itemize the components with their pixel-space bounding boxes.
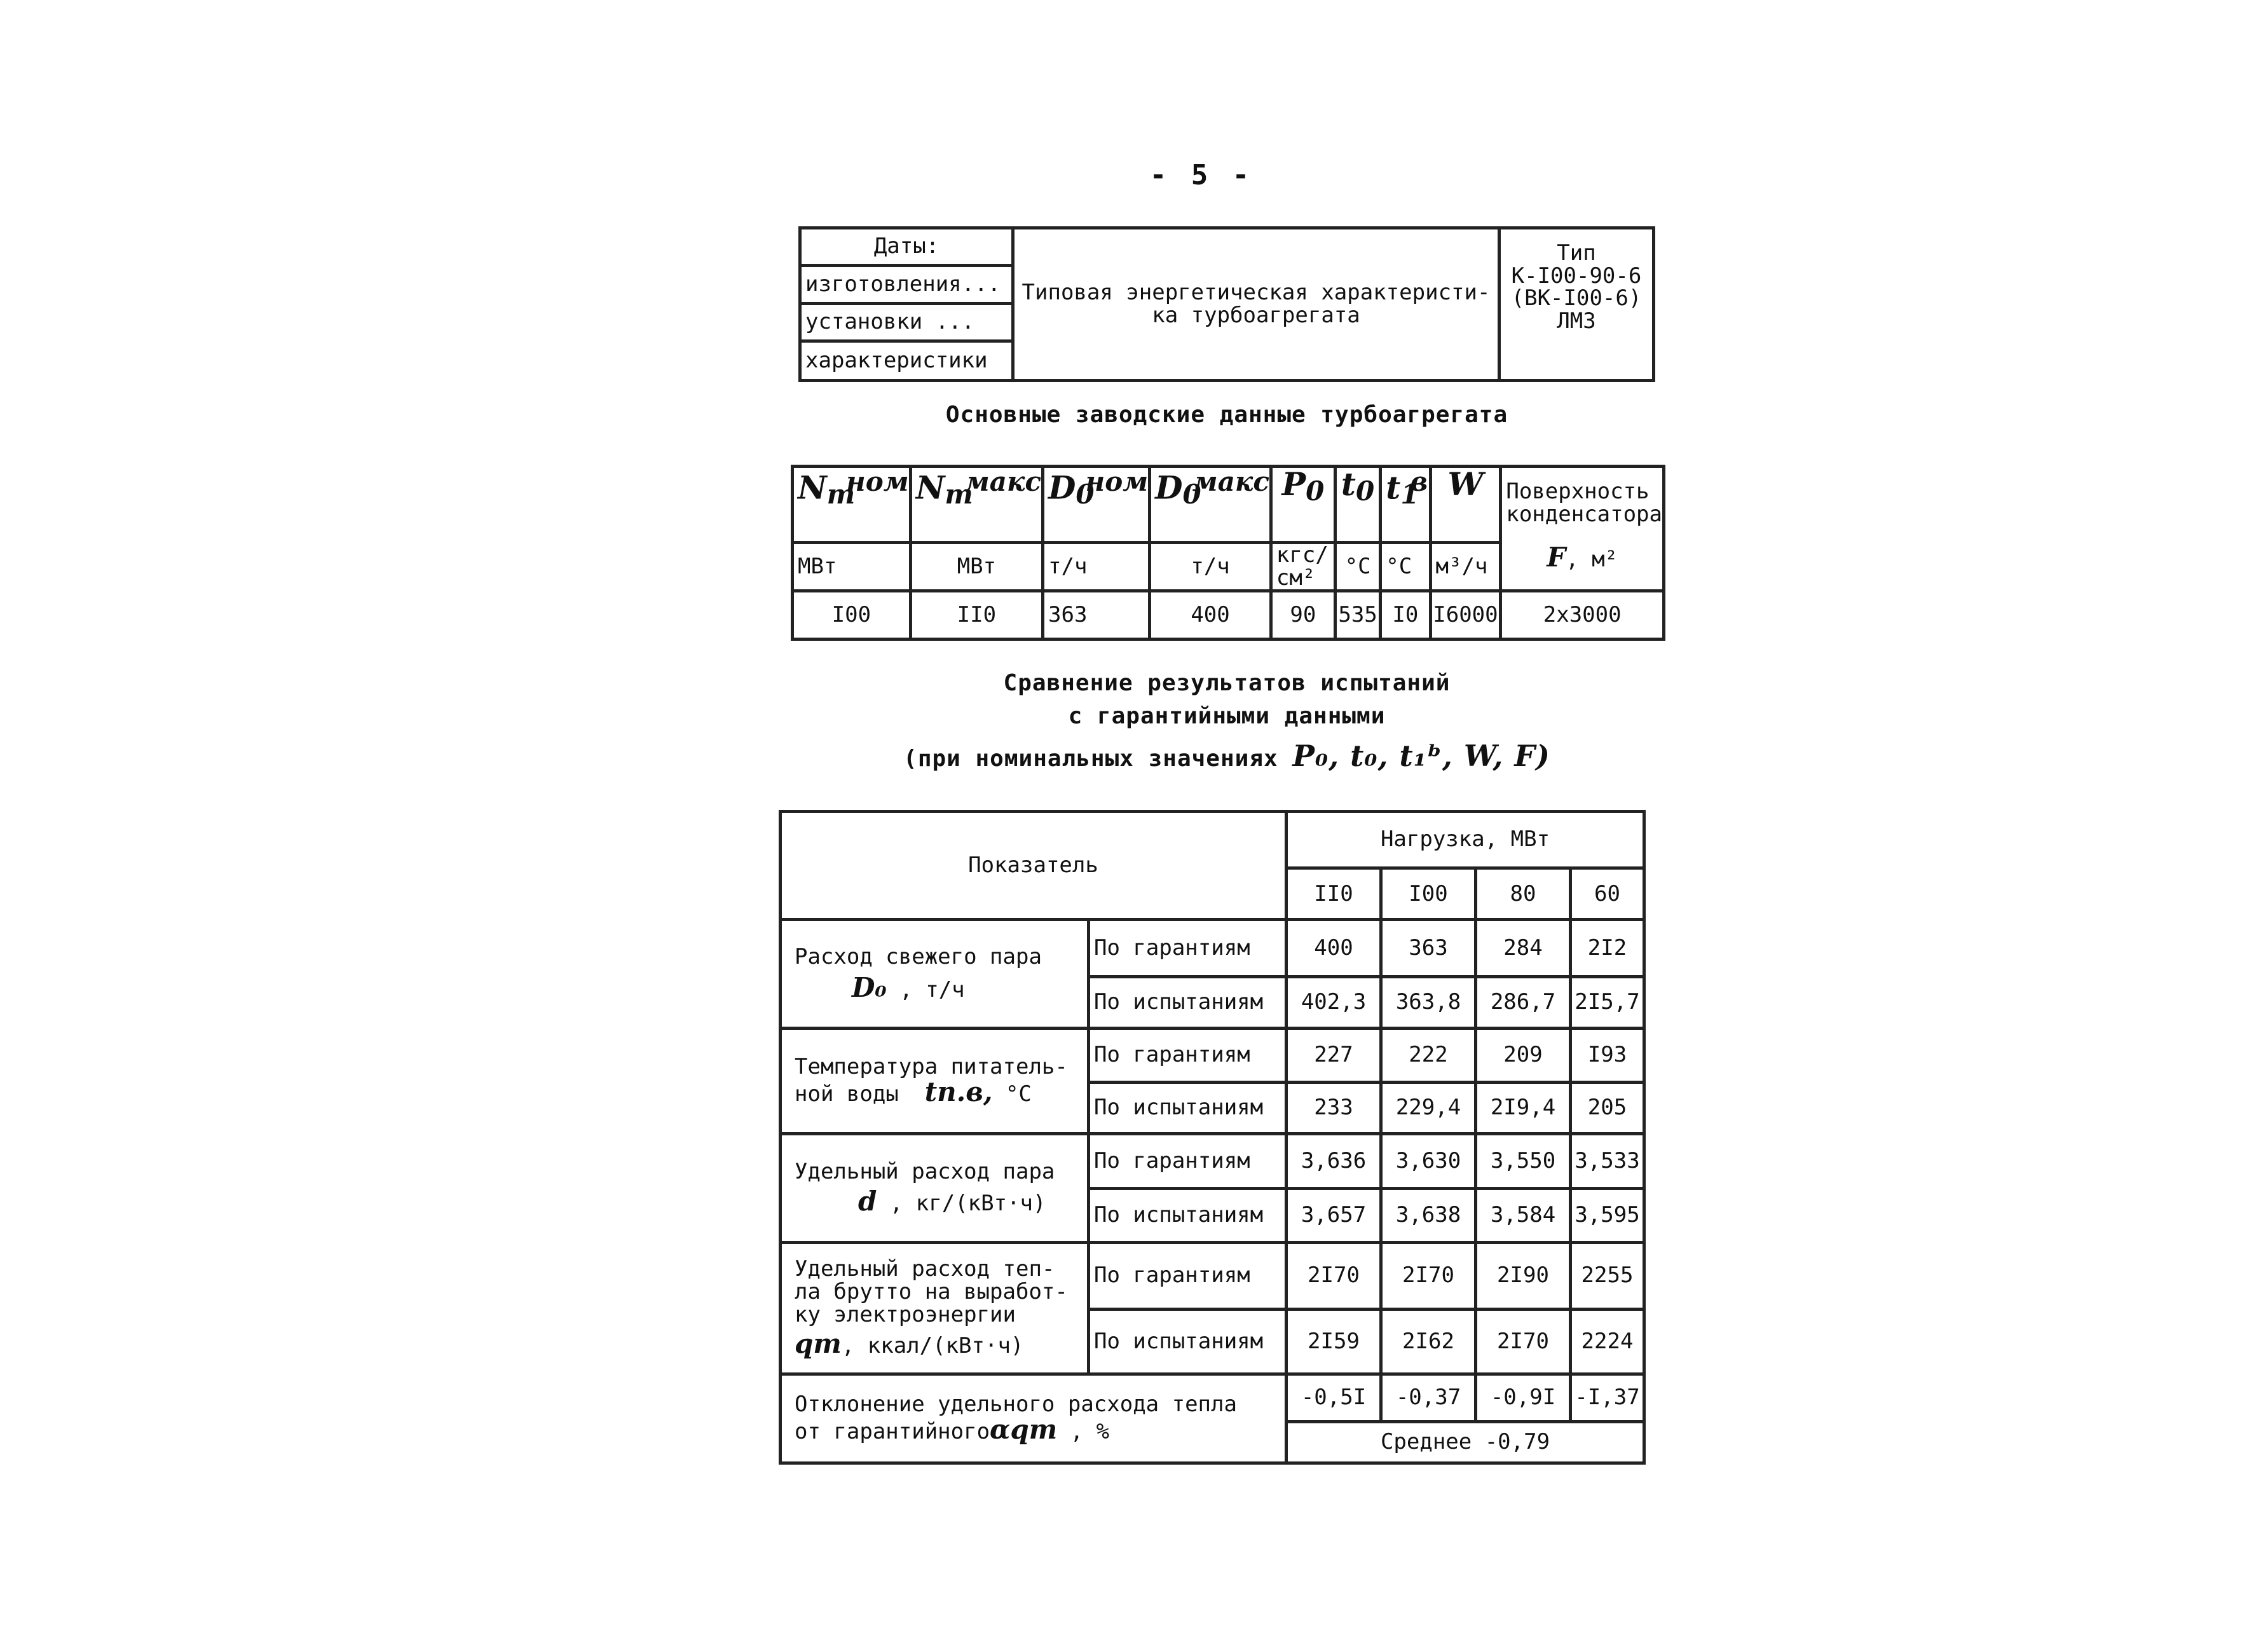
unit-cell: кгс/см²: [1271, 543, 1335, 591]
unit-cell: м³/ч: [1430, 543, 1501, 591]
indicator-name: Удельный расход пара: [795, 1159, 1055, 1185]
condenser-surface-header: [1501, 467, 1664, 591]
unit-cell: МВт: [793, 543, 911, 591]
indicator-name: ла брутто на выработ-: [795, 1278, 1068, 1304]
dates-label: Даты:: [800, 228, 1013, 266]
unit-cell: т/ч: [1043, 543, 1150, 591]
date-row-manufacture: изготовления...: [800, 266, 1013, 303]
deviation-value: -0,9I: [1476, 1374, 1571, 1421]
value-cell: 3,533: [1571, 1134, 1644, 1188]
unit-cell: т/ч: [1150, 543, 1271, 591]
test-label: По испытаниям: [1089, 1310, 1287, 1374]
indicator-name: ку электроэнергии: [795, 1301, 1016, 1327]
load-value: II0: [1287, 868, 1381, 920]
value-cell: I93: [1571, 1028, 1644, 1082]
value-cell: 2I5,7: [1571, 976, 1644, 1028]
value-cell: 205: [1571, 1083, 1644, 1134]
factory-data-table: [791, 465, 1665, 641]
doc-title-line-2: ка турбоагрегата: [1152, 302, 1360, 328]
guarantee-label: По гарантиям: [1089, 1028, 1287, 1082]
value-cell: 2I70: [1381, 1242, 1476, 1310]
load-value: I00: [1381, 868, 1476, 920]
load-value: 80: [1476, 868, 1571, 920]
value-cell: I00: [793, 591, 911, 640]
indicator-symbol: ной воды tп.в, °C: [795, 1076, 1032, 1108]
value-cell: 3,657: [1287, 1188, 1381, 1242]
value-cell: 286,7: [1476, 976, 1571, 1028]
value-cell: 363: [1043, 591, 1150, 640]
symbol-nt-nom: $N_т^{ном}$: [793, 467, 911, 543]
indicator-name: Расход свежего пара: [795, 944, 1042, 970]
test-label: По испытаниям: [1089, 976, 1287, 1028]
value-cell: 3,630: [1381, 1134, 1476, 1188]
value-cell: 2I2: [1571, 920, 1644, 976]
type-line: Тип: [1557, 240, 1596, 266]
average-deviation: Среднее -0,79: [1287, 1421, 1644, 1463]
value-cell: II0: [910, 591, 1042, 640]
value-cell: 3,636: [1287, 1134, 1381, 1188]
doc-title: [1013, 228, 1499, 381]
value-cell: 2I59: [1287, 1310, 1381, 1374]
value-cell: 2I90: [1476, 1242, 1571, 1310]
indicator-symbol: d , кг/(кВт·ч): [858, 1185, 1046, 1217]
value-cell: 535: [1335, 591, 1380, 640]
value-cell: 2х3000: [1501, 591, 1664, 640]
unit-cell: МВт: [910, 543, 1042, 591]
deviation-value: -I,37: [1571, 1374, 1644, 1421]
value-cell: 400: [1150, 591, 1271, 640]
turbine-type: [1499, 228, 1654, 381]
value-cell: 227: [1287, 1028, 1381, 1082]
deviation-symbol: от гарантийногоαqт , %: [795, 1414, 1110, 1446]
indicator-feedwater-temp: [781, 1028, 1089, 1133]
comparison-table: [779, 810, 1646, 1465]
deviation-value: -0,5I: [1287, 1374, 1381, 1421]
value-cell: 3,584: [1476, 1188, 1571, 1242]
value-cell: 90: [1271, 591, 1335, 640]
symbol-d0-max: $D_0^{макс}$: [1150, 467, 1271, 543]
unit-cell: °C: [1381, 543, 1430, 591]
condenser-label-2: конденсатора: [1506, 501, 1662, 527]
doc-title-line-1: Типовая энергетическая характеристи-: [1021, 279, 1491, 305]
value-cell: 2224: [1571, 1310, 1644, 1374]
value-cell: 209: [1476, 1028, 1571, 1082]
value-cell: 284: [1476, 920, 1571, 976]
indicator-name: Температура питатель-: [795, 1053, 1068, 1079]
unit-cell: °C: [1335, 543, 1380, 591]
guarantee-label: По гарантиям: [1089, 920, 1287, 976]
value-cell: I0: [1381, 591, 1430, 640]
indicator-header: Показатель: [781, 812, 1287, 920]
load-header: Нагрузка, МВт: [1287, 812, 1644, 868]
value-cell: I6000: [1430, 591, 1501, 640]
condenser-symbol: F, м²: [1547, 542, 1618, 573]
symbol-row: [793, 467, 1664, 543]
test-label: По испытаниям: [1089, 1083, 1287, 1134]
symbol-w: W: [1430, 467, 1501, 543]
indicator-symbol: D₀ , т/ч: [852, 972, 965, 1004]
comparison-caption-2: с гарантийными данными: [1068, 703, 1386, 729]
value-cell: 363: [1381, 920, 1476, 976]
value-cell: 2I70: [1287, 1242, 1381, 1310]
indicator-symbol: qт, ккал/(кВт·ч): [795, 1328, 1024, 1360]
symbol-nt-max: $N_т^{макс}$: [910, 467, 1042, 543]
value-cell: 2I9,4: [1476, 1083, 1571, 1134]
deviation-value: -0,37: [1381, 1374, 1476, 1421]
header-table: [798, 226, 1655, 382]
indicator-specific-heat: [781, 1242, 1089, 1374]
symbol-t0: $t_0$: [1335, 467, 1380, 543]
test-label: По испытаниям: [1089, 1188, 1287, 1242]
value-cell: 2255: [1571, 1242, 1644, 1310]
value-cell: 222: [1381, 1028, 1476, 1082]
indicator-specific-steam: [781, 1134, 1089, 1242]
load-value: 60: [1571, 868, 1644, 920]
indicator-fresh-steam: [781, 920, 1089, 1028]
type-line: К-I00-90-6: [1511, 263, 1642, 289]
value-cell: 2I62: [1381, 1310, 1476, 1374]
guarantee-label: По гарантиям: [1089, 1242, 1287, 1310]
type-line: ЛМЗ: [1557, 308, 1596, 334]
value-cell: 3,595: [1571, 1188, 1644, 1242]
symbol-t1b: $t_1^в$: [1381, 467, 1430, 543]
factory-values-row: [793, 591, 1664, 640]
guarantee-label: По гарантиям: [1089, 1134, 1287, 1188]
type-line: (ВК-I00-6): [1511, 285, 1642, 311]
comparison-caption-3: (при номинальных значениях P₀, t₀, t₁ᵇ, W, F): [903, 739, 1550, 773]
value-cell: 2I70: [1476, 1310, 1571, 1374]
condenser-label-1: Поверхность: [1506, 479, 1650, 504]
value-cell: 233: [1287, 1083, 1381, 1134]
value-cell: 400: [1287, 920, 1381, 976]
comparison-caption-1: Сравнение результатов испытаний: [1003, 670, 1451, 696]
value-cell: 229,4: [1381, 1083, 1476, 1134]
deviation-label: Отклонение удельного расхода тепла: [795, 1391, 1237, 1417]
value-cell: 3,550: [1476, 1134, 1571, 1188]
factory-caption: Основные заводские данные турбоагрегата: [945, 402, 1508, 428]
value-cell: 3,638: [1381, 1188, 1476, 1242]
date-row-characteristics: характеристики: [800, 341, 1013, 381]
symbol-d0-nom: $D_0^{ном}$: [1043, 467, 1150, 543]
indicator-name: Удельный расход теп-: [795, 1256, 1055, 1282]
value-cell: 363,8: [1381, 976, 1476, 1028]
date-row-installation: установки ...: [800, 303, 1013, 341]
page-number: - 5 -: [1149, 159, 1254, 191]
symbol-p0: $P_0$: [1271, 467, 1335, 543]
value-cell: 402,3: [1287, 976, 1381, 1028]
indicator-deviation: [781, 1374, 1287, 1463]
